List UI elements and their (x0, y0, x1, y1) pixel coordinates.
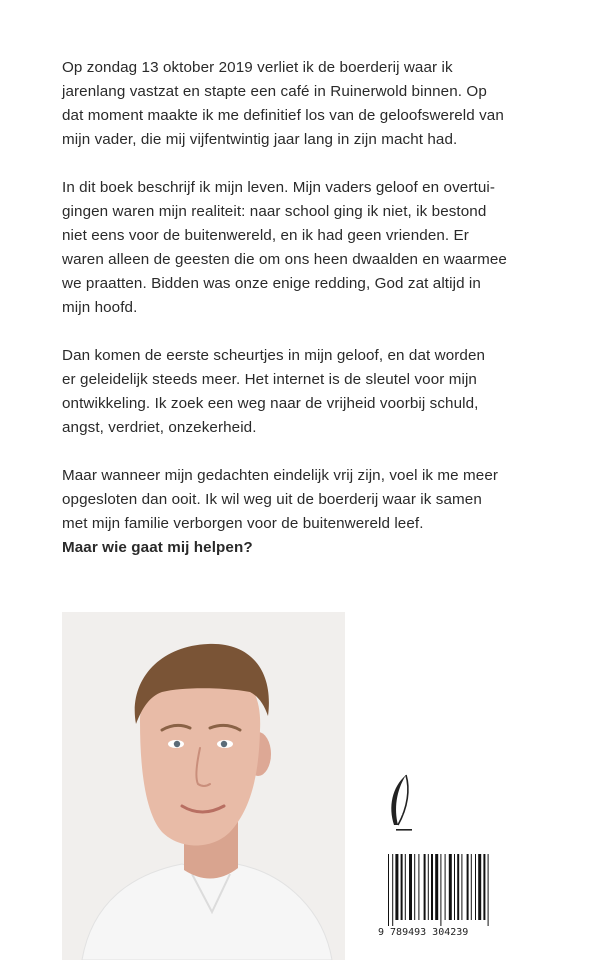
author-portrait-drawing (62, 612, 345, 960)
barcode-bar (405, 854, 406, 920)
barcode-bar (445, 854, 446, 920)
blurb-paragraph-2: In dit boek beschrijf ik mijn leven. Mijn vaders geloof en overtui- gingen waren mijn realiteit: naar school ging ik niet, ik bestond niet eens voor de buitenwereld, en ik had geen vrienden. Er waren alleen de geesten die om ons heen dwaalden en waarmee we praatten. Bidden was onze enige redding, God zat altijd in mijn hoofd. (62, 179, 507, 316)
blurb-closing-question: Maar wie gaat mij helpen? (62, 539, 253, 556)
blurb-paragraph-3: Dan komen de eerste scheurtjes in mijn geloof, en dat worden er geleidelijk steeds meer. Het internet is de sleutel voor mijn ontwikkeling. Ik zoek een weg naar de vrijheid voorbij schuld, angst, verdriet, onzekerheid. (62, 347, 486, 436)
barcode-bar (449, 854, 452, 920)
quill-logo-icon (384, 773, 414, 835)
barcode-bar (392, 854, 393, 926)
barcode-bar (478, 854, 481, 920)
barcode-bar (435, 854, 438, 920)
isbn-barcode (378, 854, 508, 940)
barcode-bar (388, 854, 389, 926)
barcode-bar (467, 854, 469, 920)
barcode-bar (440, 854, 441, 926)
barcode-bar (457, 854, 459, 920)
barcode-bars (378, 854, 508, 926)
blurb-paragraph-4 (62, 464, 562, 560)
barcode-bar (395, 854, 398, 920)
back-cover-blurb (62, 56, 562, 560)
barcode-bar (401, 854, 403, 920)
barcode-bar (414, 854, 415, 920)
barcode-bar (431, 854, 433, 920)
barcode-bar (461, 854, 462, 920)
barcode-bar (409, 854, 412, 920)
barcode-bar (483, 854, 485, 920)
barcode-bar (424, 854, 426, 920)
blurb-paragraph-1: Op zondag 13 oktober 2019 verliet ik de boerderij waar ik jarenlang vastzat en stapte een café in Ruinerwold binnen. Op dat moment maakte ik me definitief los van de geloofswereld van mijn vader, die mij vijfentwintig jaar lang in zijn macht had. (62, 59, 504, 148)
blurb-paragraph-4-text: Maar wanneer mijn gedachten eindelijk vrij zijn, voel ik me meer opgesloten dan ooit. Ik wil weg uit de boerderij waar ik samen met mijn familie verborgen voor de buitenwereld leef. (62, 467, 499, 532)
barcode-bar (418, 854, 419, 920)
barcode-bar (488, 854, 489, 926)
barcode-bar (471, 854, 472, 920)
barcode-bar (428, 854, 429, 920)
barcode-bar (475, 854, 476, 920)
barcode-bar (454, 854, 455, 920)
isbn-number: 9 789493 304239 (378, 927, 469, 938)
author-photo (62, 612, 345, 960)
